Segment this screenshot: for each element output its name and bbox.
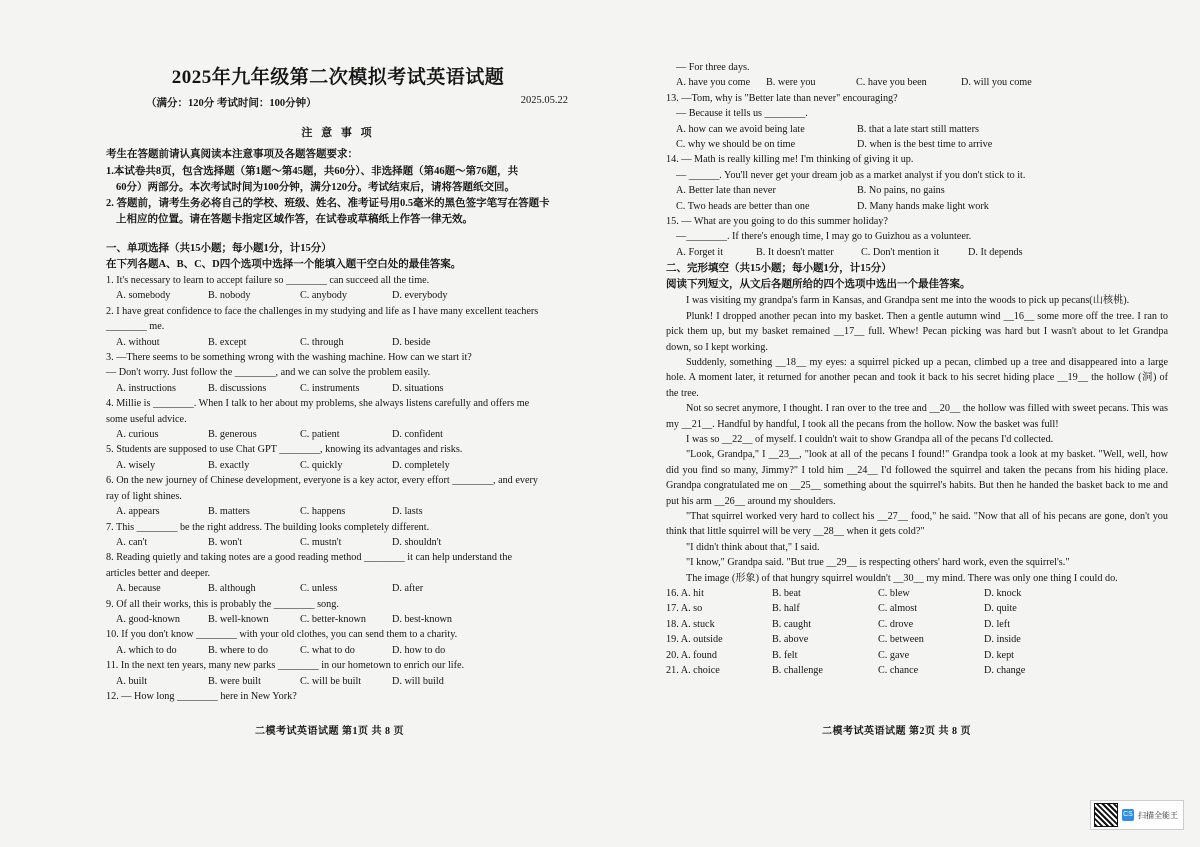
question-text: 3. —There seems to be something wrong with the washing machine. How can we start it? (106, 352, 472, 364)
option: B. matters (208, 506, 250, 518)
question-text: 6. On the new journey of Chinese development, everyone is a key actor, every effort ________, and every (106, 475, 538, 487)
option: D. lasts (392, 506, 423, 518)
option: B. that a late start still matters (857, 123, 979, 135)
question-text: — Because it tells us ________. (676, 108, 808, 120)
option: C. better-known (300, 613, 366, 625)
option: B. discussions (208, 382, 267, 394)
option: A. which to do (116, 644, 177, 656)
question-options (116, 335, 570, 350)
exam-subtitle-row (106, 95, 570, 110)
option: C. unless (300, 583, 338, 595)
passage-paragraph: "I didn't think about that," I said. (686, 541, 820, 553)
option: D. shouldn't (392, 536, 442, 548)
page-footer: 二模考试英语试题 第1页 共 8 页 (255, 726, 404, 737)
page-right (600, 0, 1200, 847)
question-text: 5. Students are supposed to use Chat GPT ________, knowing its advantages and risks. (106, 444, 463, 456)
qr-code-icon (1094, 803, 1118, 827)
question-item (106, 689, 570, 704)
question-item (106, 396, 570, 442)
passage-paragraph: Suddenly, something __18__ my eyes: a squirrel picked up a pecan, climbed up a tree and disappeared into a large hole. A moment later, it returned for another pecan and took it back to his secret hiding place __19__ the hollow (洞) of the tree. (666, 356, 1168, 399)
question-item (106, 627, 570, 658)
answer-option: B. caught (772, 618, 812, 630)
question-text: 1. It's necessary to learn to accept failure so ________ can succeed all the time. (106, 275, 430, 286)
question-options (116, 458, 570, 473)
option: B. exactly (208, 459, 250, 471)
option: B. except (208, 336, 247, 348)
option: B. where to do (208, 644, 268, 656)
question-item (666, 152, 1168, 214)
answer-option: 17. A. so (666, 603, 703, 615)
question-item (106, 550, 570, 596)
question-text: — Don't worry. Just follow the ________, and we can solve the problem easily. (106, 367, 431, 379)
notice-title: 注 意 事 项 (301, 127, 375, 139)
question-options (676, 245, 1168, 260)
exam-score-time: （满分：120分 考试时间：100分钟） (146, 98, 317, 109)
answer-option: C. between (878, 634, 924, 646)
answer-option: C. chance (878, 665, 919, 677)
option: D. best-known (392, 613, 452, 625)
answer-option: 20. A. found (666, 649, 717, 661)
option: D. when is the best time to arrive (857, 139, 993, 151)
question-text: 8. Reading quietly and taking notes are a good reading method ________ it can help understand the (106, 552, 512, 564)
question-text: 7. This ________ be the right address. The building looks completely different. (106, 521, 430, 533)
question-item (106, 304, 570, 350)
answer-option: B. above (772, 634, 809, 646)
passage-paragraph: Not so secret anymore, I thought. I ran over to the tree and __20__ the hollow was filled with sweet pecans. This was my __21__. Handful by handful, I took all the pecans from the hollow. Now the basket was full! (666, 403, 1168, 430)
option: A. curious (116, 429, 159, 441)
question-list (106, 273, 570, 704)
answer-option: D. left (984, 618, 1011, 630)
option: A. without (116, 336, 160, 348)
option: D. It depends (968, 246, 1023, 258)
notice-item: 2. 答题前，请考生务必将自己的学校、班级、姓名、准考证号用0.5毫米的黑色签字笔写在答题卡 (106, 198, 550, 209)
option: B. No pains, no gains (857, 185, 945, 197)
question-options (676, 75, 1168, 90)
option: C. instruments (300, 382, 360, 394)
option: A. instructions (116, 382, 176, 394)
option: B. won't (208, 536, 243, 548)
question-text: 11. In the next ten years, many new parks ________ in our hometown to enrich our life. (106, 660, 465, 672)
answer-option: B. felt (772, 649, 798, 661)
question-options (676, 199, 1168, 214)
answer-option: 18. A. stuck (666, 618, 715, 630)
answer-option: C. drove (878, 618, 914, 630)
answer-option: 19. A. outside (666, 634, 723, 646)
passage-paragraph: I was visiting my grandpa's farm in Kansas, and Grandpa sent me into the woods to pick up pecans(山核桃). (686, 295, 1130, 307)
question-options (116, 612, 570, 627)
answer-option: D. knock (984, 588, 1022, 599)
question-text: 2. I have great confidence to face the challenges in my studying and life as I have many excellent teachers (106, 305, 539, 317)
question-options (116, 643, 570, 658)
option: C. happens (300, 506, 346, 518)
option: A. Better late than never (676, 185, 776, 197)
question-item (106, 273, 570, 304)
option: C. mustn't (300, 536, 342, 548)
answer-option: D. change (984, 665, 1026, 677)
question-text: — ______. You'll never get your dream job as a market analyst if you don't stick to it. (676, 169, 1026, 181)
answer-option: B. half (772, 603, 800, 615)
option: C. why we should be on time (676, 139, 796, 151)
option: A. wisely (116, 459, 156, 471)
option: D. everybody (392, 290, 448, 302)
option: C. through (300, 336, 344, 348)
camscanner-logo-icon: CS (1122, 809, 1134, 821)
notice-intro: 考生在答题前请认真阅读本注意事项及各题答题要求： (106, 149, 358, 160)
option: C. have you been (856, 77, 927, 89)
answer-option: D. quite (984, 603, 1017, 615)
notice-item: 上相应的位置。请在答题卡指定区域作答，在试卷或草稿纸上作答一律无效。 (116, 214, 473, 225)
question-options (116, 381, 570, 396)
question-text: 9. Of all their works, this is probably the ________ song. (106, 598, 339, 610)
passage-paragraph: I was so __22__ of myself. I couldn't wait to show Grandpa all of the pecans I'd collected. (686, 433, 1054, 445)
notice-item: 60分）两部分。本次考试时间为100分钟，满分120分。考试结束后，请将答题纸交回。 (116, 182, 515, 193)
question-text: —________. If there's enough time, I may go to Guizhou as a volunteer. (676, 231, 972, 243)
question-continuation: — For three days. (676, 62, 750, 73)
answer-option: 16. A. hit (666, 588, 704, 599)
option: B. nobody (208, 290, 251, 302)
passage-paragraph: "Look, Grandpa," I __23__, "look at all of the pecans I found!" Grandpa took a look at my basket. "Well, well, how did you find so many, Jimmy?" I told him __24__ I'd followed the squirrel and taken the pecans from his hiding place. Grandpa congratulated me on __25__ something about the squirrel's habits. But then he handed the basket back to me and put his arm __26__ around my shoulders. (666, 449, 1168, 507)
page-footer: 二模考试英语试题 第2页 共 8 页 (822, 726, 971, 737)
scanner-label: 扫描全能王 (1138, 810, 1178, 820)
section1-instruction: 在下列各题A、B、C、D四个选项中选择一个能填入题干空白处的最佳答案。 (106, 259, 462, 270)
question-text: 13. —Tom, why is "Better late than never" encouraging? (666, 92, 898, 104)
option: A. somebody (116, 290, 171, 302)
option: A. good-known (116, 613, 180, 625)
answer-option: 21. A. choice (666, 665, 720, 677)
question-options (116, 674, 570, 689)
question-text: articles better and deeper. (106, 567, 211, 579)
passage-paragraph: "I know," Grandpa said. "But true __29__ is respecting others' hard work, even the squirrel's." (686, 557, 1070, 569)
option: C. patient (300, 429, 340, 441)
option: B. generous (208, 429, 257, 441)
question-options (116, 535, 570, 550)
question-text: 14. — Math is really killing me! I'm thinking of giving it up. (666, 154, 914, 166)
option: B. It doesn't matter (756, 246, 834, 258)
question-options (116, 288, 570, 303)
answer-option: D. kept (984, 649, 1014, 661)
option: B. were built (208, 675, 261, 687)
option: C. will be built (300, 675, 362, 687)
question-list (666, 91, 1168, 260)
passage-paragraph: Plunk! I dropped another pecan into my basket. Then a gentle autumn wind __16__ some more off the tree. I ran to pick them up, but my basket remained __17__ full. Whew! Pecan picking was hard but I wasn't about to let Grandpa down, so I kept working. (666, 310, 1168, 353)
option: A. built (116, 675, 148, 687)
question-item (106, 350, 570, 396)
question-item (106, 442, 570, 473)
question-text: 10. If you don't know ________ with your old clothes, you can send them to a charity. (106, 629, 458, 641)
answer-option: C. gave (878, 649, 910, 661)
question-text: ray of light shines. (106, 490, 182, 502)
question-options (116, 427, 570, 442)
option: A. how can we avoid being late (676, 123, 805, 135)
option: B. were you (766, 77, 816, 89)
option: D. after (392, 583, 424, 595)
option: A. because (116, 583, 161, 595)
question-item (106, 473, 570, 519)
option: C. Two heads are better than one (676, 200, 810, 212)
question-item (106, 597, 570, 628)
question-options (676, 122, 1168, 137)
question-text: some useful advice. (106, 413, 187, 425)
question-text: 15. — What are you going to do this summer holiday? (666, 216, 888, 228)
option: D. beside (392, 336, 431, 348)
option: D. completely (392, 459, 450, 471)
option: B. well-known (208, 613, 269, 625)
option: D. will build (392, 675, 444, 687)
answer-option: B. challenge (772, 665, 823, 677)
question-options (116, 581, 570, 596)
option: D. will you come (961, 77, 1032, 89)
passage-paragraph: The image (形象) of that hungry squirrel wouldn't __30__ my mind. There was only one thing I could do. (686, 572, 1118, 584)
option: C. what to do (300, 644, 355, 656)
question-text: 12. — How long ________ here in New York? (106, 690, 297, 702)
answer-option: D. inside (984, 634, 1021, 646)
option: A. appears (116, 506, 160, 518)
option: A. Forget it (676, 246, 724, 258)
answer-option: B. beat (772, 588, 801, 599)
option: D. confident (392, 429, 443, 441)
answer-option: C. blew (878, 588, 910, 599)
scanner-watermark (1090, 800, 1184, 830)
cloze-passage (666, 293, 1168, 586)
option: A. have you come (676, 77, 751, 89)
answer-option: C. almost (878, 603, 918, 615)
section2-heading: 二、完形填空（共15小题；每小题1分，计15分） (666, 263, 892, 275)
option: C. anybody (300, 290, 347, 302)
option: C. quickly (300, 459, 343, 471)
exam-date: 2025.05.22 (520, 95, 568, 106)
passage-paragraph: "That squirrel worked very hard to collect his __27__ food," he said. "Now that all of his pecans are gone, don't you think that little squirrel will be very __28__ when it gets cold?" (666, 510, 1168, 538)
section1-heading: 一、单项选择（共15小题；每小题1分，计15分） (106, 243, 332, 254)
option: B. although (208, 583, 256, 595)
option: C. Don't mention it (861, 246, 940, 258)
option: A. can't (116, 536, 148, 548)
question-item (106, 658, 570, 689)
question-item (666, 91, 1168, 153)
exam-title: 2025年九年级第二次模拟考试英语试题 (171, 67, 505, 88)
notice-item: 1.本试卷共8页，包含选择题（第1题～第45题，共60分）、非选择题（第46题～第76题，共 (106, 166, 519, 177)
cloze-answer-options (666, 586, 1168, 678)
question-text: ________ me. (106, 321, 165, 333)
question-text: 4. Millie is ________. When I talk to her about my problems, she always listens carefully and offers me (106, 398, 530, 410)
notice-list (106, 164, 570, 228)
option: D. Many hands make light work (857, 200, 989, 212)
question-item (106, 520, 570, 551)
question-options (676, 137, 1168, 152)
section2-instruction: 阅读下列短文，从文后各题所给的四个选项中选出一个最佳答案。 (666, 279, 971, 291)
option: D. how to do (392, 644, 446, 656)
question-options (676, 183, 1168, 198)
option: D. situations (392, 382, 444, 394)
question-item (666, 214, 1168, 260)
question-options (116, 504, 570, 519)
